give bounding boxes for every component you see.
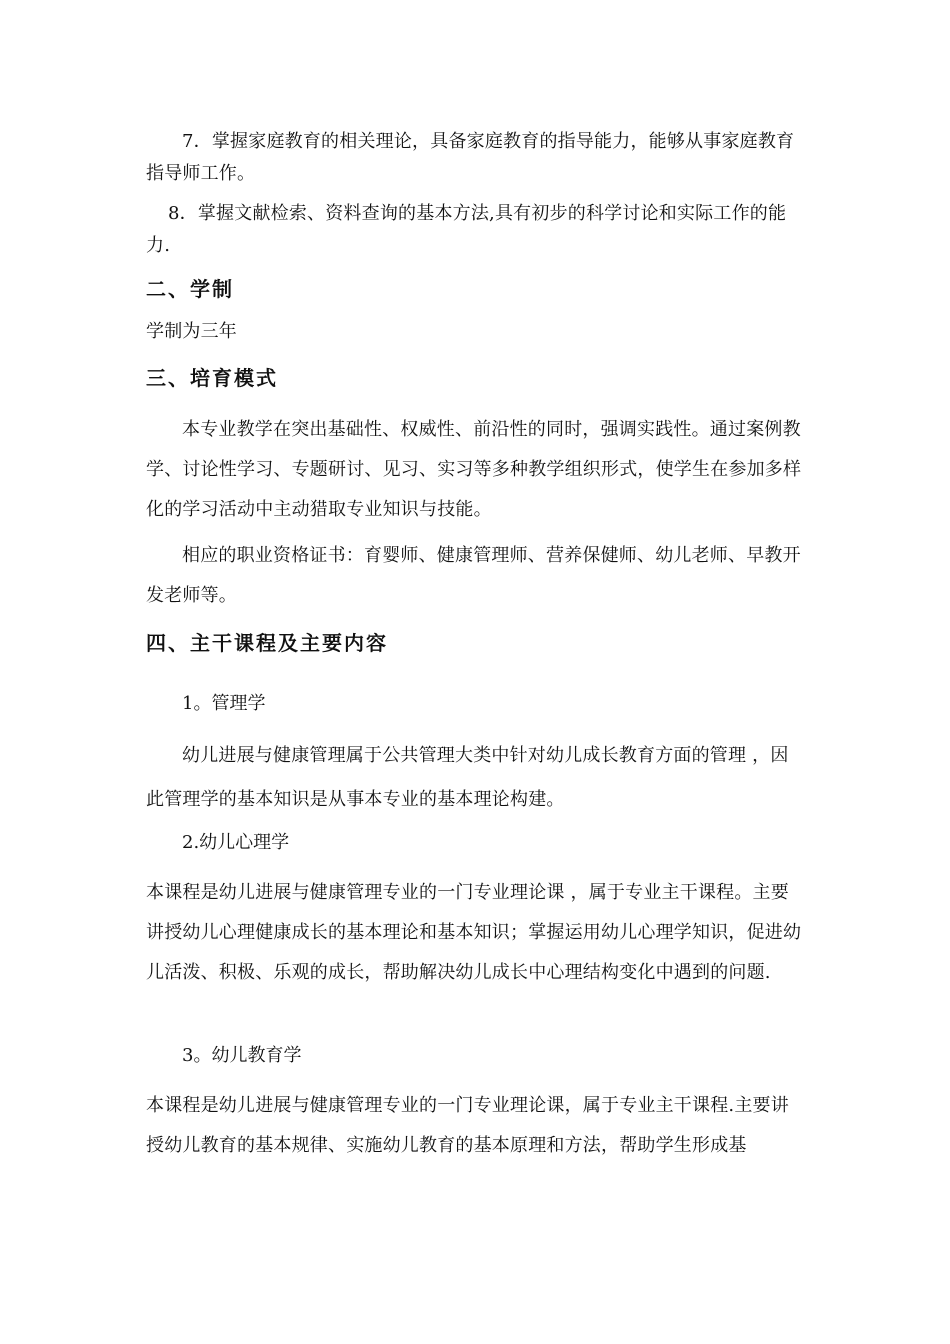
certificates-paragraph: 相应的职业资格证书：育婴师、健康管理师、营养保健师、幼儿老师、早教开发老师等。 — [146, 545, 801, 606]
section-heading-duration: 二、学制 — [146, 277, 234, 301]
course-3-description: 本课程是幼儿进展与健康管理专业的一门专业理论课，属于专业主干课程.主要讲授幼儿教育的基本规律、实施幼儿教育的基本原理和方法，帮助学生形成基 — [146, 1095, 789, 1156]
duration-text: 学制为三年 — [146, 321, 237, 342]
training-mode-paragraph: 本专业教学在突出基础性、权威性、前沿性的同时，强调实践性。通过案例教学、讨论性学习、专题研讨、见习、实习等多种教学组织形式，使学生在参加多样化的学习活动中主动猎取专业知识与技能。 — [146, 419, 802, 520]
course-1-description: 幼儿进展与健康管理属于公共管理大类中针对幼儿成长教育方面的管理 ，因此管理学的基本知识是从事本专业的基本理论构建。 — [146, 745, 789, 810]
objective-item-8: 8．掌握文献检索、资料查询的基本方法,具有初步的科学讨论和实际工作的能力. — [146, 203, 787, 256]
course-1-title: 1。管理学 — [182, 693, 266, 714]
section-heading-training-mode: 三、培育模式 — [146, 366, 278, 390]
section-heading-main-courses: 四、主干课程及主要内容 — [146, 631, 388, 655]
course-3-title: 3。幼儿教育学 — [182, 1045, 302, 1066]
course-2-title: 2.幼儿心理学 — [182, 832, 290, 853]
objective-item-7: 7．掌握家庭教育的相关理论，具备家庭教育的指导能力，能够从事家庭教育指导师工作。 — [146, 131, 795, 184]
course-2-description: 本课程是幼儿进展与健康管理专业的一门专业理论课 ，属于专业主干课程。主要讲授幼儿心理健康成长的基本理论和基本知识；掌握运用幼儿心理学知识，促进幼儿活泼、积极、乐观的成长，帮助解决幼儿成长中心理结构变化中遇到的问题. — [146, 882, 802, 983]
